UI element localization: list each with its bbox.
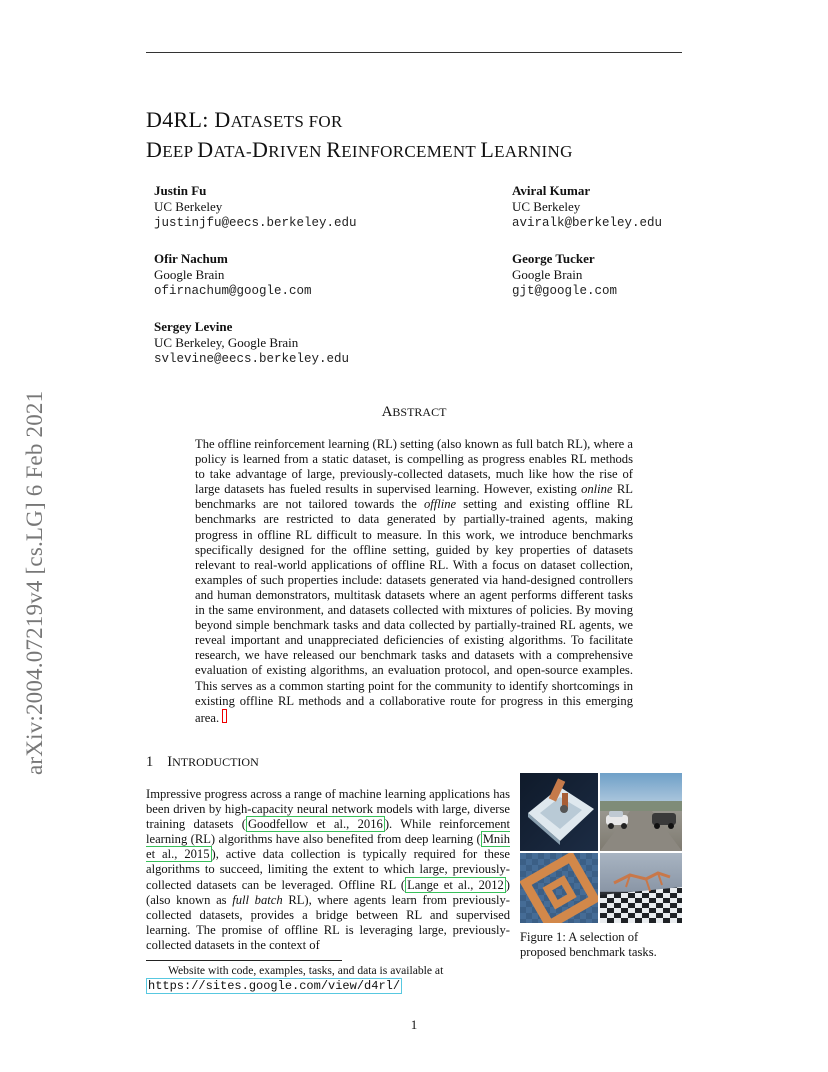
title-line-1: D4RL: DATASETS FOR: [146, 107, 343, 132]
page-number: 1: [410, 1017, 418, 1032]
intro-text: Impressive progress across a range of machine learning applications has been driven by high-capacity neural network models with large, diverse training datasets ( Goodfellow et al., 2016 ). While reinforcement learning (RL) algorithms have also benefited from deep learning ( Mnih et al., 2015 ), active data collection is typically required for these algorithms to succeed, limiting the extent to which large, previously-collected datasets can be leveraged. Offline RL ( Lange et al., 2012 ) (also known as full batch RL), where agents learn from previously-collected datasets, provides a bridge between RL and supervised learning. The promise of offline RL is leveraging large, previously-collected datasets in the context of: [146, 787, 511, 952]
citation-link[interactable]: Mnih et al., 2015: [146, 832, 510, 862]
author-affiliation: UC Berkeley, Google Brain: [154, 335, 299, 350]
link-box-icon[interactable]: [222, 709, 227, 723]
author-email[interactable]: justinjfu@eecs.berkeley.edu: [154, 216, 357, 230]
author-name: Aviral Kumar: [512, 183, 591, 198]
author-block: [154, 183, 357, 231]
abstract-text: The offline reinforcement learning (RL) setting (also known as full batch RL), where a policy is learned from a static dataset, is compelling as progress enables RL methods to take advantage of large, previously-collected datasets, much like how the rise of large datasets has fueled results in supervised learning. However, existing online RL benchmarks are not tailored towards the offline setting and existing offline RL benchmarks are restricted to data generated by partially-trained agents, making progress in offline RL difficult to measure. In this work, we introduce benchmarks specifically designed for the offline setting, guided by key properties of datasets relevant to real-world applications of offline RL. With a focus on dataset collection, examples of such properties include: datasets generated via hand-designed controllers and human demonstrators, multitask datasets where an agent performs different tasks in the same environment, and datasets collected with mixtures of policies. By moving beyond simple benchmark tasks and data collected by partially-trained RL agents, we reveal important and unappreciated deficiencies of existing algorithms. To facilitate research, we have released our benchmark tasks and datasets with a comprehensive evaluation of existing algorithms, an evaluation protocol, and open-source examples. This serves as a common starting point for the community to identify shortcomings in existing offline RL methods and a collaborative route for progress in this emerging area.: [195, 437, 633, 725]
author-email[interactable]: aviralk@berkeley.edu: [512, 216, 663, 230]
footnote-rule: [146, 960, 342, 961]
section-heading: 1 INTRODUCTION: [146, 754, 259, 770]
author-email[interactable]: ofirnachum@google.com: [154, 284, 312, 298]
author-name: Ofir Nachum: [154, 251, 228, 266]
author-affiliation: UC Berkeley: [512, 199, 581, 214]
ant-maze-image: [520, 853, 598, 923]
author-block: [512, 251, 617, 299]
arxiv-stamp: arXiv:2004.07219v4 [cs.LG] 6 Feb 2021: [22, 390, 47, 775]
author-block: [512, 183, 662, 231]
author-email[interactable]: svlevine@eecs.berkeley.edu: [154, 352, 350, 366]
abstract-heading: ABSTRACT: [381, 404, 447, 420]
author-block: [154, 319, 349, 367]
author-affiliation: Google Brain: [154, 267, 225, 282]
figure-caption: Figure 1: A selection of proposed benchmark tasks.: [520, 930, 657, 960]
top-rule: [146, 52, 682, 53]
figure-benchmark-tasks: [520, 773, 682, 923]
title-line-2: DEEP DATA-DRIVEN REINFORCEMENT LEARNING: [146, 137, 573, 162]
author-name: Justin Fu: [154, 183, 207, 198]
citation-link[interactable]: Lange et al., 2012: [407, 877, 504, 892]
paper-title: [146, 106, 573, 166]
citation-link[interactable]: Goodfellow et al., 2016: [247, 817, 383, 832]
website-link[interactable]: https://sites.google.com/view/d4rl/: [148, 979, 401, 993]
author-block: [154, 251, 312, 299]
locomotion-image: [600, 853, 682, 923]
robot-arm-image: [520, 773, 598, 851]
driving-scene-image: [600, 773, 682, 851]
author-email[interactable]: gjt@google.com: [512, 284, 618, 298]
author-name: George Tucker: [512, 251, 595, 266]
author-name: Sergey Levine: [154, 319, 233, 334]
footnote: Website with code, examples, tasks, and data is available at https://sites.google.com/view/d4rl/: [148, 964, 444, 993]
author-affiliation: UC Berkeley: [154, 199, 223, 214]
author-affiliation: Google Brain: [512, 267, 583, 282]
